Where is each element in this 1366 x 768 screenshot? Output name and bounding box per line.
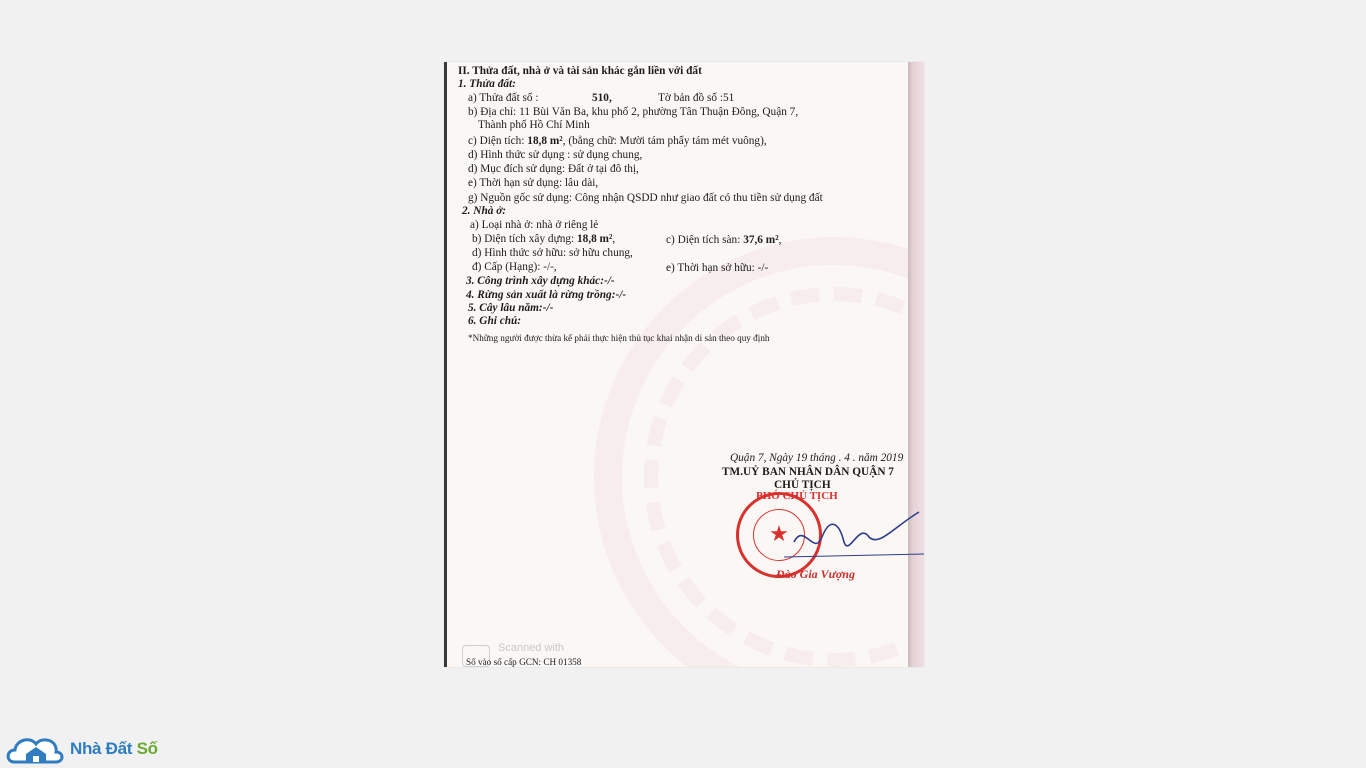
usage-purpose: d) Mục đích sử dụng: Đất ở tại đô thị, [468,163,639,175]
area-value: 18,8 m² [527,135,563,147]
brand-name [70,739,158,759]
built-area-value: 18,8 m² [576,233,613,245]
land-certificate-document [444,62,924,667]
section-heading: II. Thửa đất, nhà ở và tài sản khác gắn liền với đất [458,65,702,77]
scanner-watermark: Scanned with [498,642,565,654]
parcel-label: a) Thửa đất số : [468,92,539,104]
production-forest: 4. Rừng sản xuất là rừng trồng:-/- [466,289,627,301]
house-grade: đ) Cấp (Hạng): -/-, [472,261,557,273]
perennial-trees: 5. Cây lâu năm:-/- [468,302,554,314]
signer-name: Đào Gia Vượng [776,567,855,581]
address-line-2: Thành phố Hồ Chí Minh [478,119,590,131]
ownership-term: e) Thời hạn sở hữu: -/- [666,262,769,274]
built-area-line: b) Diện tích xây dựng: 18,8 m², [472,233,616,245]
other-construction: 3. Công trình xây dựng khác:-/- [466,275,615,287]
floor-area-value: 37,6 m² [743,234,779,246]
handwritten-signature [784,502,924,572]
area-words: , (bằng chữ: Mười tám phẩy tám mét vuông), [562,135,767,147]
seal-role: PHÓ CHỦ TỊCH [756,490,838,502]
inheritance-note: *Những người được thừa kế phải thực hiện thủ tục khai nhận di sản theo quy định [468,333,770,343]
registry-number: Số vào sổ cấp GCN: CH 01358 [466,657,582,667]
site-logo[interactable] [6,732,158,766]
document-right-edge [908,62,924,667]
map-sheet: Tờ bản đồ số :51 [658,92,735,104]
brand-name-part2: Số [136,739,158,758]
floor-area-line: c) Diện tích sàn: 37,6 m², [666,234,782,246]
signer-role: CHỦ TỊCH [774,479,831,491]
document-left-edge [444,62,447,667]
star-icon: ★ [769,522,789,547]
address-line-1: b) Địa chỉ: 11 Bùi Văn Ba, khu phố 2, phường Tân Thuận Đông, Quận 7, [468,106,799,118]
area-line [468,135,767,148]
area-label: c) Diện tích: [468,135,525,147]
issuing-org: TM.UỶ BAN NHÂN DÂN QUẬN 7 [722,466,894,478]
land-origin: g) Nguồn gốc sử dụng: Công nhận QSDD như giao đất có thu tiền sử dụng đất [468,192,823,204]
house-title: 2. Nhà ở: [462,205,507,217]
brand-name-part1: Nhà Đất [70,739,133,758]
house-type: a) Loại nhà ở: nhà ở riêng lẻ [470,219,599,231]
usage-term: e) Thời hạn sử dụng: lâu dài, [468,177,599,189]
issue-date: Quận 7, Ngày 19 tháng . 4 . năm 2019 [730,452,904,464]
floor-area-label: c) Diện tích sàn: [666,234,741,246]
parcel-number: 510, [592,92,612,104]
ownership-form: d) Hình thức sở hữu: sở hữu chung, [472,247,633,259]
land-title: 1. Thửa đất: [458,78,516,90]
usage-form: d) Hình thức sử dụng : sử dụng chung, [468,149,643,161]
notes-title: 6. Ghi chú: [468,315,522,327]
built-area-label: b) Diện tích xây dựng: [472,233,575,245]
cloud-house-icon [6,732,66,766]
